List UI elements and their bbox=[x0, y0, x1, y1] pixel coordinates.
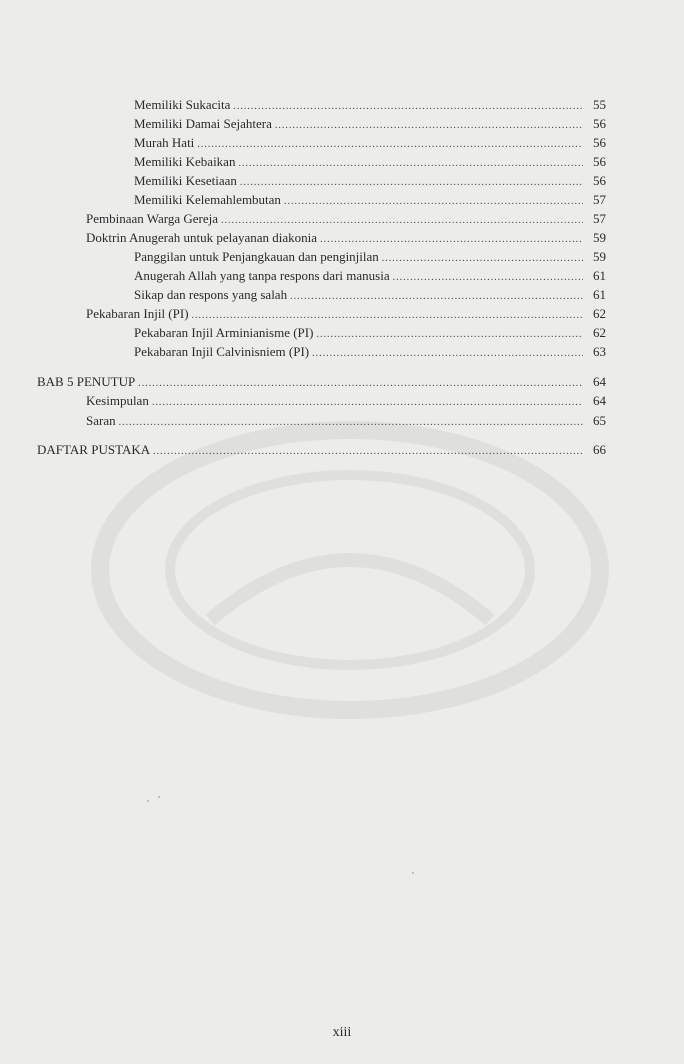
toc-entry-label: Pembinaan Warga Gereja bbox=[86, 211, 219, 226]
toc-entry bbox=[86, 412, 606, 432]
toc-entry-label: Memiliki Sukacita bbox=[134, 97, 231, 112]
toc-entry-label: Kesimpulan bbox=[86, 393, 149, 408]
toc-entry-page: 63 bbox=[593, 344, 606, 359]
dot-leader bbox=[290, 288, 583, 306]
toc-entry-page: 57 bbox=[593, 211, 606, 226]
scan-speck bbox=[147, 800, 149, 802]
dot-leader bbox=[316, 326, 583, 344]
toc-entry-label: Memiliki Kesetiaan bbox=[134, 173, 237, 188]
toc-entry-page: 55 bbox=[593, 97, 606, 112]
toc-entry-page: 57 bbox=[593, 192, 606, 207]
toc-entry-page: 56 bbox=[593, 154, 606, 169]
toc-entry-label: Anugerah Allah yang tanpa respons dari manusia bbox=[134, 268, 390, 283]
dot-leader bbox=[320, 231, 583, 249]
scan-speck bbox=[412, 872, 414, 874]
toc-entry-page: 59 bbox=[593, 249, 606, 264]
toc-entry bbox=[134, 248, 606, 268]
dot-leader bbox=[221, 212, 583, 230]
dot-leader bbox=[275, 117, 583, 135]
toc-entry-label: Memiliki Kebaikan bbox=[134, 154, 236, 169]
scan-speck bbox=[158, 796, 160, 798]
toc-entry-label: Pekabaran Injil Arminianisme (PI) bbox=[134, 325, 314, 340]
dot-leader bbox=[284, 193, 583, 211]
toc-entry bbox=[86, 210, 606, 230]
toc-entry-page: 64 bbox=[593, 393, 606, 408]
toc-entry-page: 66 bbox=[593, 442, 606, 457]
dot-leader bbox=[153, 443, 583, 461]
toc-entry bbox=[134, 172, 606, 192]
dot-leader bbox=[240, 174, 583, 192]
toc-entry bbox=[134, 267, 606, 287]
dot-leader bbox=[138, 375, 583, 393]
toc-entry-page: 61 bbox=[593, 287, 606, 302]
toc-entry-page: 62 bbox=[593, 325, 606, 340]
toc-entry-page: 56 bbox=[593, 116, 606, 131]
toc-entry-label: Pekabaran Injil (PI) bbox=[86, 306, 189, 321]
dot-leader bbox=[312, 345, 583, 363]
toc-entry-label: Pekabaran Injil Calvinisniem (PI) bbox=[134, 344, 310, 359]
toc-entry-label: Memiliki Kelemahlembutan bbox=[134, 192, 281, 207]
toc-entry bbox=[134, 191, 606, 211]
toc-entry-page: 59 bbox=[593, 230, 606, 245]
toc-entry bbox=[134, 134, 606, 154]
toc-entry bbox=[134, 343, 606, 363]
toc-entry bbox=[134, 115, 606, 135]
toc-entry-label: DAFTAR PUSTAKA bbox=[37, 442, 151, 457]
toc-entry bbox=[134, 324, 606, 344]
dot-leader bbox=[192, 307, 583, 325]
toc-chapter-entry bbox=[37, 441, 606, 461]
toc-entry bbox=[134, 153, 606, 173]
dot-leader bbox=[119, 414, 583, 432]
toc-entry-label: Doktrin Anugerah untuk pelayanan diakonia bbox=[86, 230, 318, 245]
toc-entry bbox=[134, 286, 606, 306]
dot-leader bbox=[197, 136, 583, 154]
toc-entry-label: Memiliki Damai Sejahtera bbox=[134, 116, 272, 131]
toc-entry-page: 62 bbox=[593, 306, 606, 321]
toc-entry-page: 56 bbox=[593, 135, 606, 150]
dot-leader bbox=[238, 155, 583, 173]
toc-entry bbox=[134, 96, 606, 116]
toc-entry-page: 64 bbox=[593, 374, 606, 389]
toc-entry-page: 65 bbox=[593, 413, 606, 428]
seal-watermark bbox=[90, 420, 610, 720]
dot-leader bbox=[382, 250, 583, 268]
toc-entry-label: Murah Hati bbox=[134, 135, 195, 150]
toc-entry bbox=[86, 305, 606, 325]
toc-entry-label: Panggilan untuk Penjangkauan dan penginjilan bbox=[134, 249, 379, 264]
toc-entry-label: Sikap dan respons yang salah bbox=[134, 287, 288, 302]
toc-entry-label: Saran bbox=[86, 413, 116, 428]
dot-leader bbox=[393, 269, 583, 287]
toc-entry bbox=[86, 392, 606, 412]
toc-entry-page: 56 bbox=[593, 173, 606, 188]
toc-entry-label: BAB 5 PENUTUP bbox=[37, 374, 136, 389]
toc-chapter-entry bbox=[37, 373, 606, 393]
dot-leader bbox=[152, 394, 583, 412]
page-number-footer: xiii bbox=[332, 1025, 352, 1040]
toc-entry-page: 61 bbox=[593, 268, 606, 283]
toc-entry bbox=[86, 229, 606, 249]
dot-leader bbox=[233, 98, 583, 116]
